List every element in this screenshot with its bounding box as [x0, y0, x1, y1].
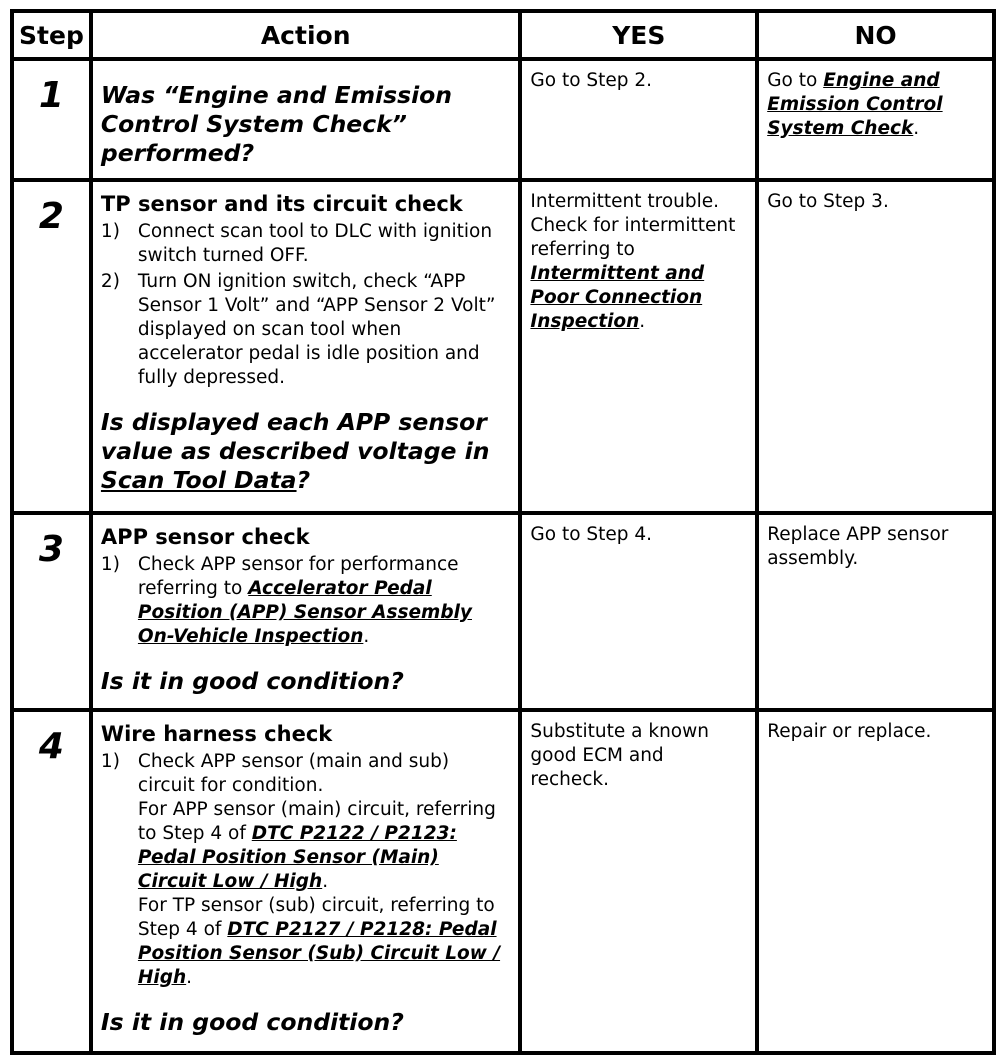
- no-cell: Go to Step 3.: [757, 180, 994, 513]
- list-item-text: Turn ON ignition switch, check “APP Sensor 1 Volt” and “APP Sensor 2 Volt” displayed on scan tool when accelerator pedal is idle position and fully depressed.: [137, 271, 496, 388]
- yes-cell: Substitute a known good ECM and recheck.: [520, 710, 757, 1053]
- diagnostic-table: [10, 9, 996, 1055]
- list-item-number: 2): [100, 271, 120, 292]
- action-cell: [91, 180, 520, 513]
- list-item-suffix: .: [363, 626, 370, 647]
- list-item: [101, 270, 510, 390]
- yes-cell: Go to Step 2.: [520, 59, 757, 180]
- header-action: Action: [91, 11, 520, 59]
- yes-cell: [520, 180, 757, 513]
- no-text-suffix: .: [913, 118, 920, 139]
- list-item-number: 1): [100, 554, 120, 575]
- list-item-number: 1): [100, 751, 120, 772]
- list-item-number: 1): [100, 221, 120, 242]
- step-question: [101, 408, 510, 495]
- list-item-text: Connect scan tool to DLC with ignition switch turned OFF.: [137, 221, 493, 266]
- list-item: [101, 750, 510, 990]
- step-instructions: [101, 553, 510, 649]
- intermittent-inspection-link[interactable]: Intermittent and Poor Connection Inspection: [530, 263, 705, 332]
- action-cell: [91, 59, 520, 180]
- list-item: [101, 553, 510, 649]
- step-question: Is it in good condition?: [100, 667, 404, 695]
- action-cell: [91, 513, 520, 710]
- step-title: TP sensor and its circuit check: [100, 192, 463, 216]
- step-title: APP sensor check: [100, 525, 310, 549]
- app-sensor-inspection-link[interactable]: Accelerator Pedal Position (APP) Sensor Assembly On-Vehicle Inspection: [137, 578, 472, 647]
- header-no: NO: [757, 11, 994, 59]
- dtc-p2122-p2123-link[interactable]: DTC P2122 / P2123: Pedal Position Sensor (Main) Circuit Low / High: [137, 823, 457, 892]
- step-question: Is it in good condition?: [100, 1008, 404, 1036]
- yes-text: Intermittent trouble. Check for intermittent referring to: [530, 191, 736, 260]
- scan-tool-data-link[interactable]: Scan Tool Data: [100, 466, 297, 494]
- step-title: Wire harness check: [100, 722, 333, 746]
- header-yes: YES: [520, 11, 757, 59]
- list-item-suffix: .: [322, 871, 329, 892]
- list-item-suffix: .: [186, 967, 193, 988]
- question-text: Is displayed each APP sensor value as described voltage in: [100, 408, 490, 465]
- step-number: 2: [12, 180, 91, 513]
- table-row-step-3: [12, 513, 994, 710]
- table-row-step-1: [12, 59, 994, 180]
- dtc-p2127-p2128-link[interactable]: DTC P2127 / P2128: Pedal Position Sensor (Sub) Circuit Low / High: [137, 919, 501, 988]
- step-number: 4: [12, 710, 91, 1053]
- no-text: Go to: [767, 70, 824, 91]
- yes-text-suffix: .: [639, 311, 646, 332]
- table-row-step-4: [12, 710, 994, 1053]
- list-item-text: Check APP sensor for performance referring to: [137, 554, 459, 599]
- yes-cell: Go to Step 4.: [520, 513, 757, 710]
- step-number: 1: [12, 59, 91, 180]
- step-question: Was “Engine and Emission Control System Check” performed?: [100, 81, 453, 167]
- no-cell: [757, 59, 994, 180]
- no-cell: Replace APP sensor assembly.: [757, 513, 994, 710]
- table-row-step-2: [12, 180, 994, 513]
- step-instructions: [101, 220, 510, 390]
- action-cell: [91, 710, 520, 1053]
- step-number: 3: [12, 513, 91, 710]
- header-step: Step: [12, 11, 91, 59]
- question-suffix: ?: [296, 466, 311, 494]
- no-cell: Repair or replace.: [757, 710, 994, 1053]
- step-instructions: [101, 750, 510, 990]
- list-item-text: For TP sensor (sub) circuit, referring to Step 4 of: [137, 895, 495, 940]
- engine-emission-check-link[interactable]: Engine and Emission Control System Check: [767, 70, 943, 139]
- list-item: [101, 220, 510, 268]
- list-item-text: Check APP sensor (main and sub) circuit for condition.: [137, 751, 450, 796]
- list-item-text: For APP sensor (main) circuit, referring to Step 4 of: [137, 799, 496, 844]
- header-row: [12, 11, 994, 59]
